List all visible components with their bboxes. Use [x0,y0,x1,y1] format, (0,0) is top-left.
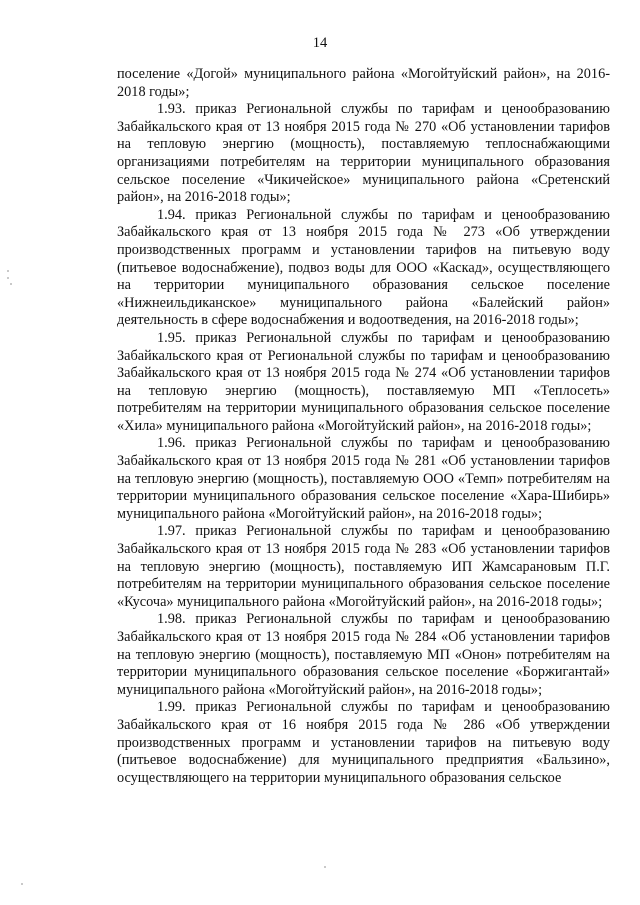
paragraph-item-1-98: 1.98. приказ Региональной службы по тарифам и ценообразованию Забайкальского края от 13 ноября 2015 года № 284 «Об установлении тарифов на тепловую энергию (мощность), поставляемую МП «Онон» потребителям на территории муниципального образования сельское поселение «Боржигантай» муниципального района «Могойтуйский район», на 2016-2018 годы»; [117,611,610,698]
paragraph-continuation: поселение «Догой» муниципального района «Могойтуйский район», на 2016-2018 годы»; [117,66,610,100]
scan-speck [7,277,9,279]
paragraph-item-1-97: 1.97. приказ Региональной службы по тарифам и ценообразованию Забайкальского края от 13 ноября 2015 года № 283 «Об установлении тарифов на тепловую энергию (мощность), поставляемую ИП Жамсарановым П.Г. потребителям на территории муниципального образования сельское поселение «Кусоча» муниципального района «Могойтуйский район», на 2016-2018 годы»; [117,523,610,610]
scan-speck [21,883,23,885]
paragraph-item-1-99: 1.99. приказ Региональной службы по тарифам и ценообразованию Забайкальского края от 16 ноября 2015 года № 286 «Об утверждении производственных программ и установлении тарифов на питьевую воду (питьевое водоснабжение) для муниципального предприятия «Бальзино», осуществляющего на территории муниципального образования сельское [117,699,610,786]
paragraph-item-1-93: 1.93. приказ Региональной службы по тарифам и ценообразованию Забайкальского края от 13 ноября 2015 года № 270 «Об установлении тарифов на тепловую энергию (мощность), поставляемую теплоснабжающими организациями потребителям на территории муниципального образования сельское поселение «Чикичейское» муниципального района «Сретенский район», на 2016-2018 годы»; [117,101,610,206]
page-number: 14 [312,35,328,51]
document-body [117,66,610,787]
scan-speck [10,283,12,285]
paragraph-item-1-96: 1.96. приказ Региональной службы по тарифам и ценообразованию Забайкальского края от 13 ноября 2015 года № 281 «Об установлении тарифов на тепловую энергию (мощность), поставляемую ООО «Темп» потребителям на территории муниципального образования сельское поселение «Хара-Шибирь» муниципального района «Могойтуйский район», на 2016-2018 годы»; [117,435,610,522]
scan-speck [324,866,326,868]
scan-speck [7,270,9,272]
paragraph-item-1-94: 1.94. приказ Региональной службы по тарифам и ценообразованию Забайкальского края от 13 ноября 2015 года № 273 «Об утверждении производственных программ и установлении тарифов на питьевую воду (питьевое водоснабжение), подвоз воды для ООО «Каскад», осуществляющего на территории муниципального образования сельское поселение «Нижнеильдиканское» муниципального района «Балейский район» деятельность в сфере водоснабжения и водоотведения, на 2016-2018 годы»; [117,206,610,329]
paragraph-item-1-95: 1.95. приказ Региональной службы по тарифам и ценообразованию Забайкальского края от Региональной службы по тарифам и ценообразованию Забайкальского края от 13 ноября 2015 года № 274 «Об установлении тарифов на тепловую энергию (мощность), поставляемую МП «Теплосеть» потребителям на территории муниципального образования сельское поселение «Хила» муниципального района «Могойтуйский район», на 2016-2018 годы»; [117,329,610,434]
